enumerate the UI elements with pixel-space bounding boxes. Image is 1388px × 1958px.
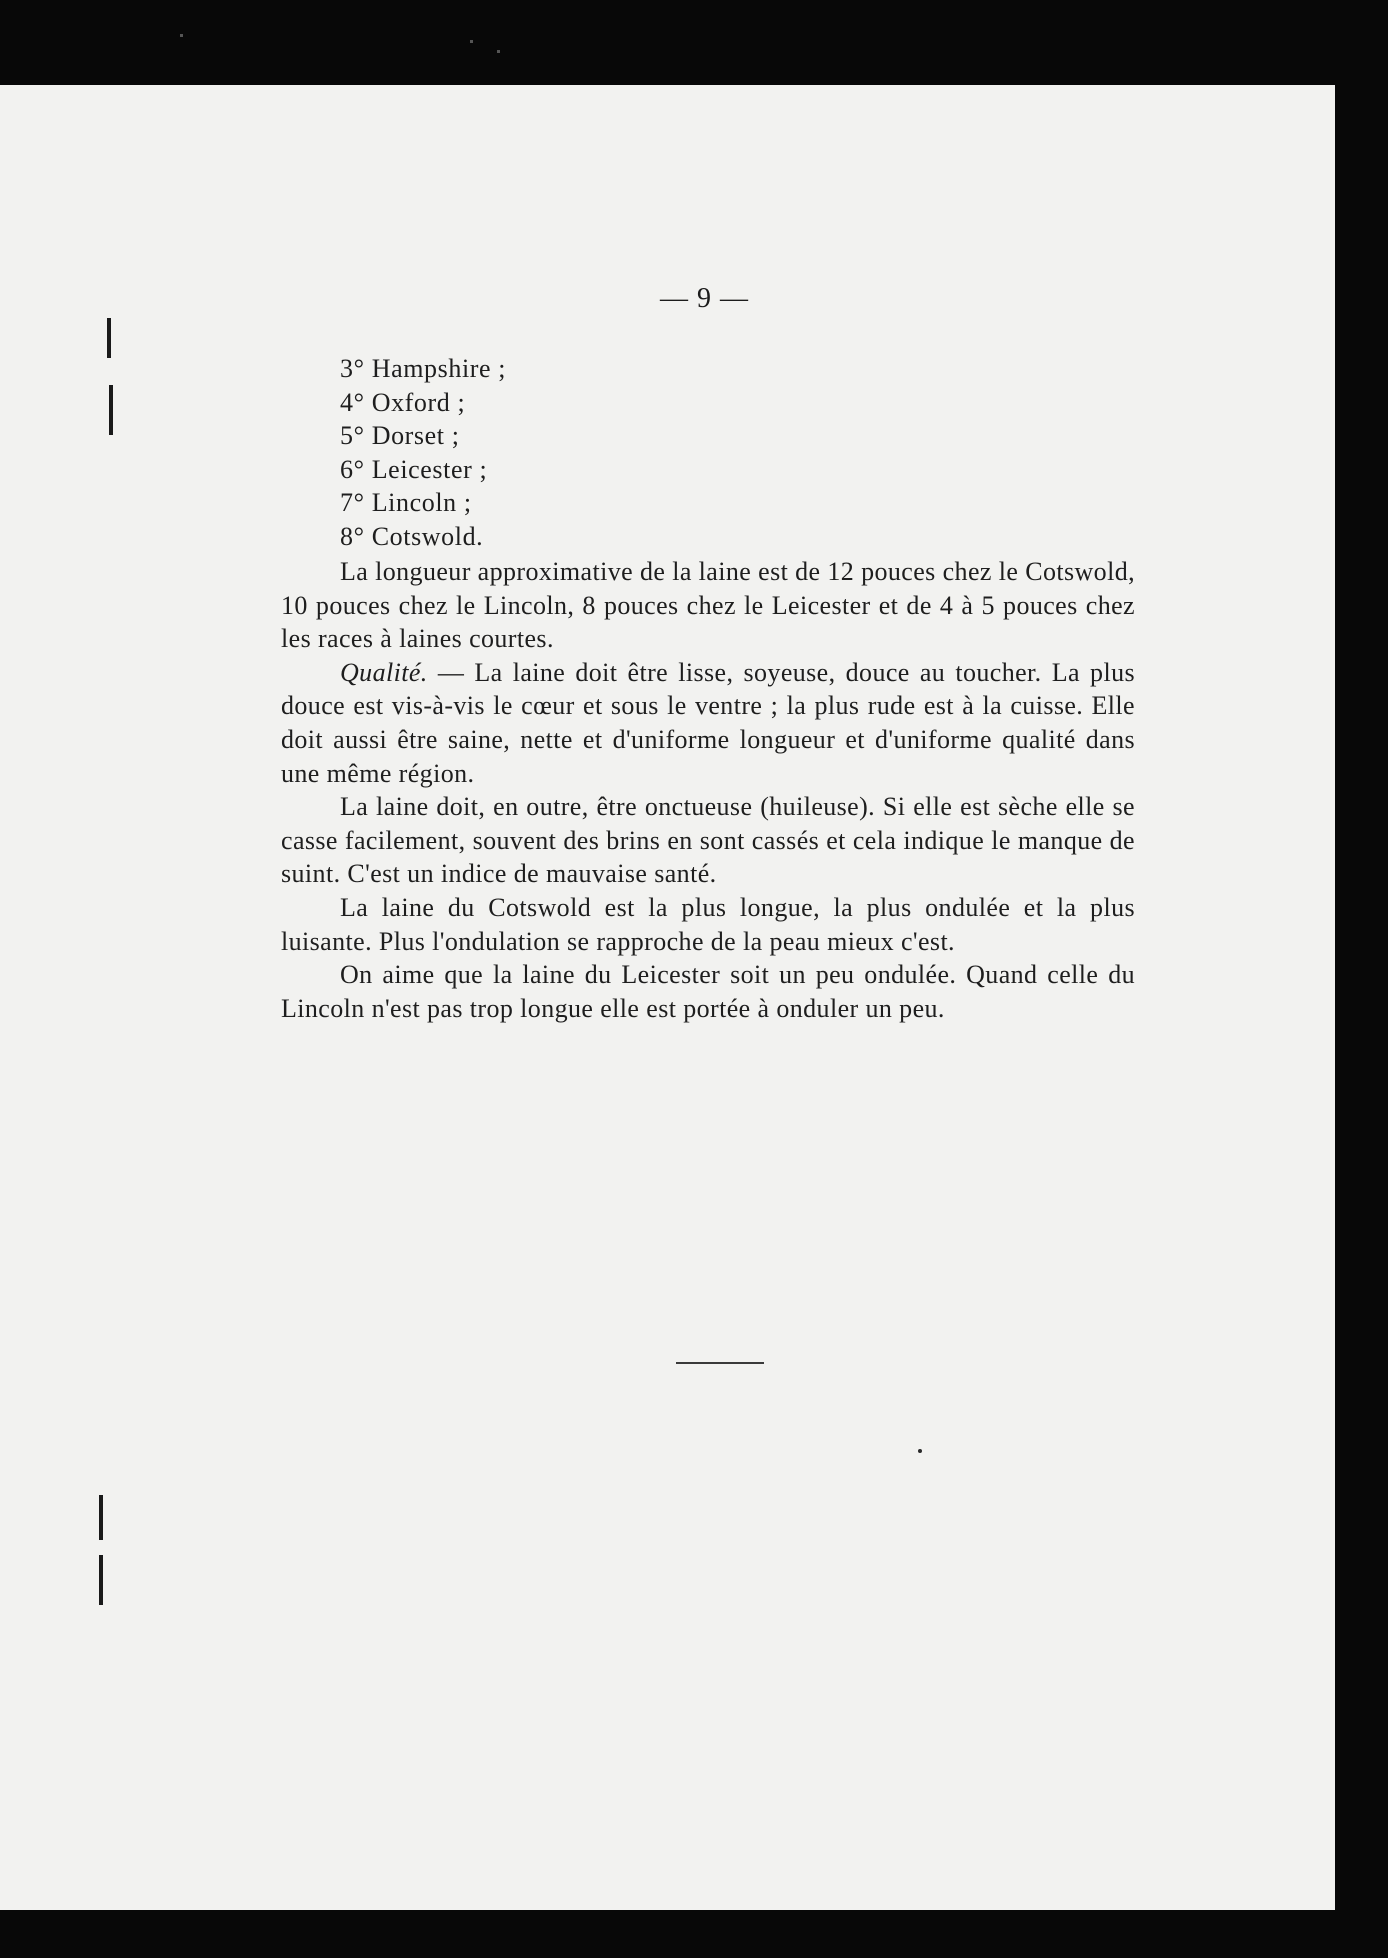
list-item: 3° Hampshire ; — [340, 354, 507, 383]
scan-speck — [497, 50, 500, 53]
paragraph-wool-length: La longueur approximative de la laine est de 12 pouces chez le Cotswold, 10 pouces chez le Lincoln, 8 pouces chez le Leicester et de 4 à 5 pouces chez les races à laines courtes. — [281, 557, 1135, 654]
section-divider — [676, 1362, 764, 1364]
breed-list — [340, 352, 506, 553]
paragraph-oiliness: La laine doit, en outre, être onctueuse (huileuse). Si elle est sèche elle se casse facilement, souvent des brins en sont cassés et cela indique le manque de suint. C'est un indice de mauvaise santé. — [281, 792, 1135, 889]
paragraph-quality — [281, 656, 1135, 790]
scan-speck — [470, 40, 473, 43]
list-item: 8° Cotswold. — [340, 521, 484, 551]
quality-label: Qualité. — [340, 657, 428, 687]
list-item: 7° Lincoln ; — [340, 488, 472, 517]
list-item: 4° Oxford ; — [340, 387, 466, 417]
paragraph-leicester-lincoln: On aime que la laine du Leicester soit un peu ondulée. Quand celle du Lincoln n'est pas trop longue elle est portée à onduler un peu. — [281, 960, 1135, 1023]
list-item: 6° Leicester ; — [340, 454, 488, 484]
body-text — [281, 555, 1135, 1025]
binding-mark — [99, 1555, 103, 1605]
binding-mark — [107, 318, 111, 358]
binding-mark — [109, 385, 113, 435]
paragraph-cotswold: La laine du Cotswold est la plus longue, la plus ondulée et la plus luisante. Plus l'ondulation se rapproche de la peau mieux c'est. — [281, 892, 1135, 956]
binding-mark — [99, 1495, 103, 1540]
page-number: — 9 — — [660, 283, 749, 314]
scan-speck — [180, 34, 183, 37]
page-speck — [918, 1449, 922, 1453]
list-item: 5° Dorset ; — [340, 421, 460, 450]
quality-text: — La laine doit être lisse, soyeuse, douce au toucher. La plus douce est vis-à-vis le cœur et sous le ventre ; la plus rude est à la cuisse. Elle doit aussi être saine, nette et d'uniforme longueur et d'uniforme qualité dans une même région. — [281, 657, 1135, 788]
